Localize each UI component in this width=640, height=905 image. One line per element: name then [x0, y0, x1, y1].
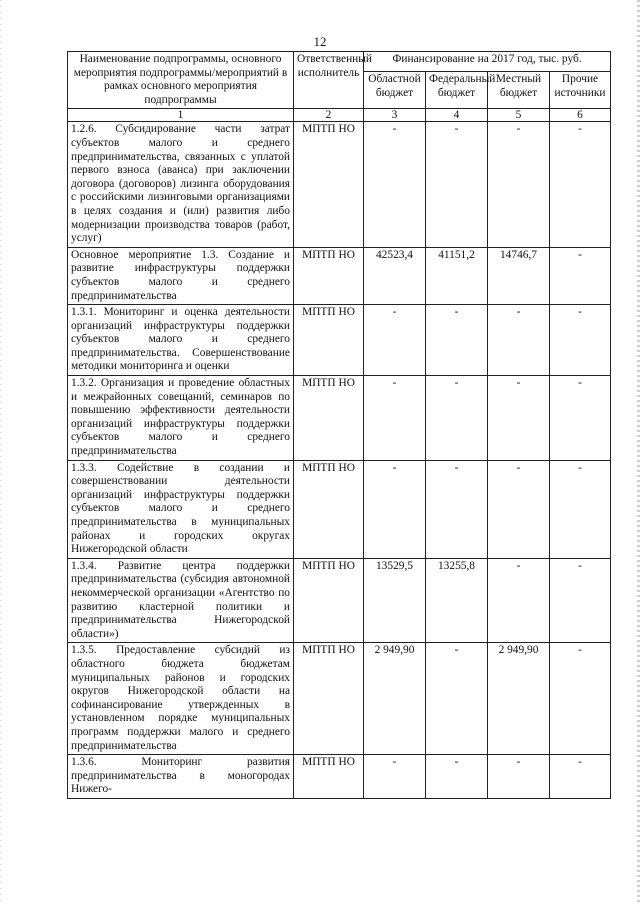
row-local: -: [488, 122, 550, 247]
row-other: -: [550, 755, 611, 799]
row-federal: -: [426, 122, 488, 247]
row-other: -: [550, 376, 611, 461]
row-federal: -: [426, 305, 488, 376]
table-row: [68, 122, 611, 247]
row-local: -: [488, 460, 550, 558]
table-row: [68, 755, 611, 799]
table-row: [68, 305, 611, 376]
row-other: -: [550, 643, 611, 755]
column-number: 2: [294, 109, 364, 122]
row-other: -: [550, 122, 611, 247]
row-regional: -: [364, 305, 426, 376]
column-number: 6: [550, 109, 611, 122]
header-federal: Федеральный бюджет: [426, 72, 488, 109]
header-executor: Ответственный исполнитель: [294, 52, 364, 109]
column-number: 1: [68, 109, 294, 122]
table-row: [68, 376, 611, 461]
header-name: Наименование подпрограммы, основного мероприятия подпрограммы/мероприятий в рамках основного мероприятия подпрограммы: [68, 52, 294, 109]
column-number-row: [68, 109, 611, 122]
column-number: 3: [364, 109, 426, 122]
column-number: 5: [488, 109, 550, 122]
row-local: -: [488, 755, 550, 799]
row-regional: 13529,5: [364, 558, 426, 643]
page-number: 12: [313, 34, 327, 49]
table-row: [68, 247, 611, 304]
row-name: Основное мероприятие 1.3. Создание и развитие инфраструктуры поддержки субъектов малого и среднего предпринимательства: [68, 247, 294, 304]
row-name: 1.3.6. Мониторинг развития предпринимательства в моногородах Нижего-: [68, 755, 294, 799]
column-number: 4: [426, 109, 488, 122]
row-other: -: [550, 305, 611, 376]
row-local: -: [488, 558, 550, 643]
header-other: Прочие источники: [550, 72, 611, 109]
row-regional: -: [364, 755, 426, 799]
header-local: Местный бюджет: [488, 72, 550, 109]
row-name: 1.3.2. Организация и проведение областных и межрайонных совещаний, семинаров по повышению эффективности деятельности организаций инфраструктуры поддержки субъектов малого и среднего предпринимательства: [68, 376, 294, 461]
scan-edge-left: [0, 0, 2, 905]
row-name: 1.3.5. Предоставление субсидий из областного бюджета бюджетам муниципальных районов и городских округов Нижегородской области на софинансирование утвержденных в установленном порядке муниципальных программ поддержки малого и среднего предпринимательства: [68, 643, 294, 755]
financing-table: [67, 51, 611, 799]
row-executor: МПТП НО: [294, 305, 364, 376]
row-federal: 13255,8: [426, 558, 488, 643]
row-regional: 2 949,90: [364, 643, 426, 755]
row-executor: МПТП НО: [294, 755, 364, 799]
row-executor: МПТП НО: [294, 376, 364, 461]
table-row: [68, 460, 611, 558]
row-regional: -: [364, 460, 426, 558]
header-regional: Областной бюджет: [364, 72, 426, 109]
row-local: -: [488, 376, 550, 461]
row-name: 1.3.3. Содействие в создании и совершенствовании деятельности организаций инфраструктуры поддержки субъектов малого и среднего предпринимательства в муниципальных районах и городских округах Нижегородской области: [68, 460, 294, 558]
row-executor: МПТП НО: [294, 247, 364, 304]
row-federal: -: [426, 643, 488, 755]
row-other: -: [550, 558, 611, 643]
row-federal: -: [426, 755, 488, 799]
header-row: [68, 52, 611, 72]
row-local: 2 949,90: [488, 643, 550, 755]
row-federal: -: [426, 460, 488, 558]
row-executor: МПТП НО: [294, 558, 364, 643]
row-regional: 42523,4: [364, 247, 426, 304]
table-row: [68, 558, 611, 643]
header-financing: Финансирование на 2017 год, тыс. руб.: [364, 52, 611, 72]
table-row: [68, 643, 611, 755]
row-executor: МПТП НО: [294, 643, 364, 755]
row-regional: -: [364, 376, 426, 461]
row-executor: МПТП НО: [294, 460, 364, 558]
row-federal: 41151,2: [426, 247, 488, 304]
row-name: 1.3.1. Мониторинг и оценка деятельности организаций инфраструктуры поддержки субъектов малого и среднего предпринимательства. Совершенствование методики мониторинга и оценки: [68, 305, 294, 376]
row-name: 1.2.6. Субсидирование части затрат субъектов малого и среднего предпринимательства, связанных с уплатой первого взноса (аванса) при заключении договора (договоров) лизинга оборудования с российскими лизинговыми организациями в целях создания и (или) развития либо модернизации производства товаров (работ, услуг): [68, 122, 294, 247]
row-local: 14746,7: [488, 247, 550, 304]
row-executor: МПТП НО: [294, 122, 364, 247]
row-local: -: [488, 305, 550, 376]
row-federal: -: [426, 376, 488, 461]
row-other: -: [550, 460, 611, 558]
row-regional: -: [364, 122, 426, 247]
row-other: -: [550, 247, 611, 304]
row-name: 1.3.4. Развитие центра поддержки предпринимательства (субсидия автономной некоммерческой организации «Агентство по развитию кластерной политики и предпринимательства Нижегородской области»): [68, 558, 294, 643]
